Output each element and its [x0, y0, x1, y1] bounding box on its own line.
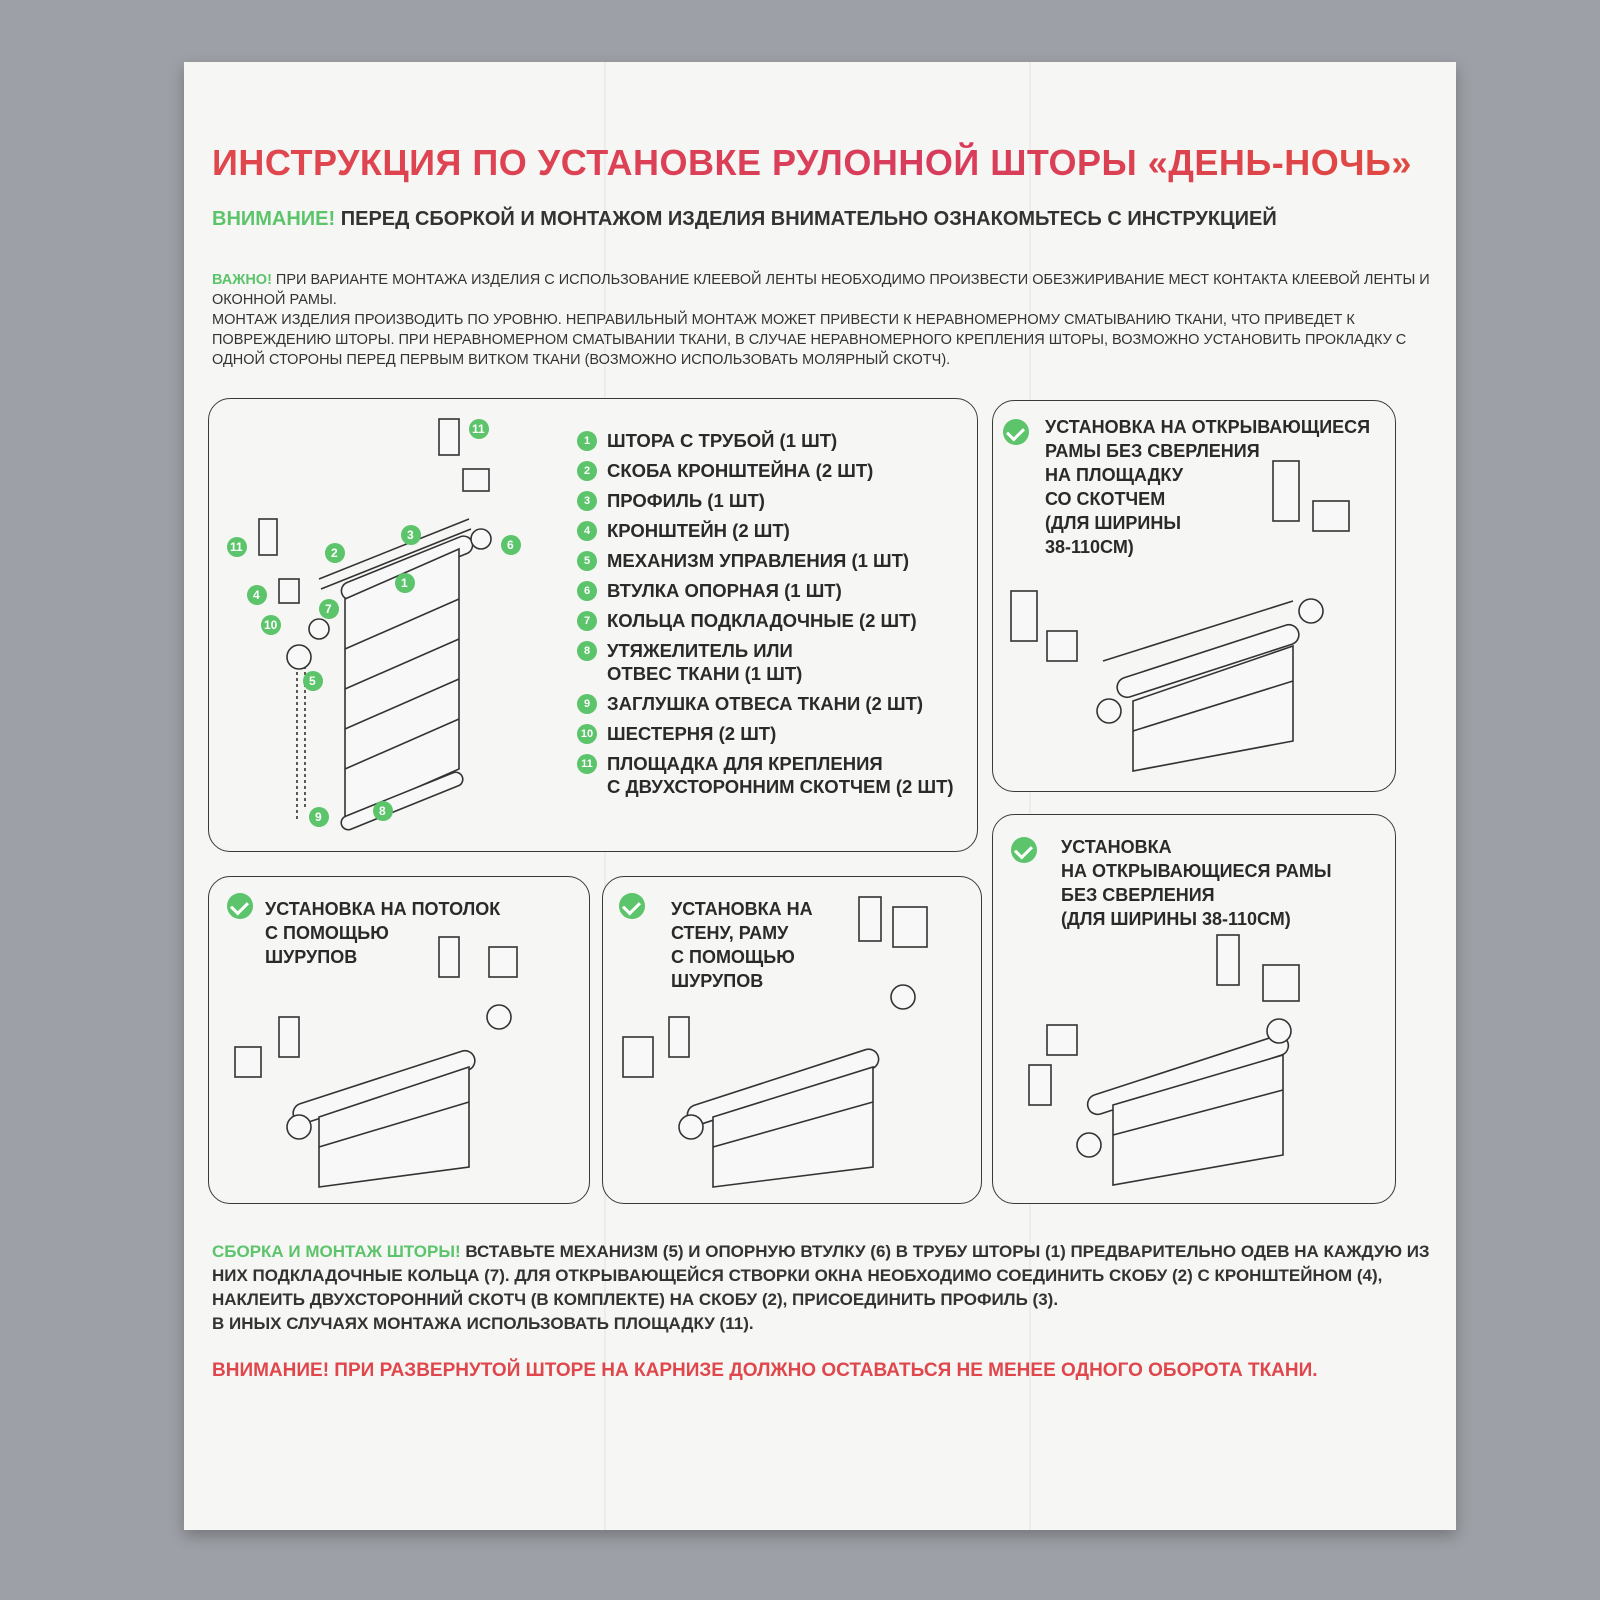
svg-text:6: 6 — [507, 538, 514, 552]
important-note — [212, 270, 1442, 370]
important-line2: МОНТАЖ ИЗДЕЛИЯ ПРОИЗВОДИТЬ ПО УРОВНЮ. НЕПРАВИЛЬНЫЙ МОНТАЖ МОЖЕТ ПРИВЕСТИ К НЕРАВНОМЕРНОМУ СМАТЫВАНИЮ ТКАНИ, ЧТО ПРИВЕДЕТ К ПОВРЕЖДЕНИЮ ШТОРЫ. ПРИ НЕРАВНОМЕРНОМ СМАТЫВАНИИ ТКАНИ, В СЛУЧАЕ НЕРАВНОМЕРНОГО КРЕПЛЕНИЯ ШТОРЫ, ВОЗМОЖНО УСТАНОВИТЬ ПРОКЛАДКУ С ОДНОЙ СТОРОНЫ ПЕРЕД ПЕРВЫМ ВИТКОМ ТКАНИ (ВОЗМОЖНО ИСПОЛЬЗОВАТЬ МОЛЯРНЫЙ СКОТЧ). — [212, 312, 1407, 368]
svg-text:4: 4 — [253, 588, 260, 602]
install-ceiling-title: УСТАНОВКА НА ПОТОЛОК С ПОМОЩЬЮ ШУРУПОВ — [265, 899, 501, 967]
list-item: 1 ШТОРА С ТРУБОЙ (1 ШТ) — [577, 429, 954, 452]
svg-text:3: 3 — [407, 528, 414, 542]
assembly-text: ВСТАВЬТЕ МЕХАНИЗМ (5) И ОПОРНУЮ ВТУЛКУ (6) В ТРУБУ ШТОРЫ (1) ПРЕДВАРИТЕЛЬНО ОДЕВ НА КАЖДУЮ ИЗ НИХ ПОДКЛАДОЧНЫЕ КОЛЬЦА (7). ДЛЯ ОТКРЫВАЮЩЕЙСЯ СТВОРКИ ОКНА НЕОБХОДИМО СОЕДИНИТЬ СКОБУ (2) С КРОНШТЕЙНОМ (4), НАКЛЕИТЬ ДВУХСТОРОННИЙ СКОТЧ (В КОМПЛЕКТЕ) НА СКОБУ (2), ПРИСОЕДИНИТЬ ПРОФИЛЬ (3). — [212, 1242, 1430, 1309]
install-opening-panel — [992, 814, 1396, 1204]
list-item: 6 ВТУЛКА ОПОРНАЯ (1 ШТ) — [577, 579, 954, 602]
install-diagram — [603, 877, 981, 1203]
parts-exploded-diagram — [209, 399, 539, 851]
assembly-instructions — [212, 1240, 1442, 1336]
list-item: 11 ПЛОЩАДКА ДЛЯ КРЕПЛЕНИЯ С ДВУХСТОРОННИМ СКОТЧЕМ (2 ШТ) — [577, 752, 954, 798]
install-diagram — [993, 815, 1395, 1203]
important-label: ВАЖНО! — [212, 272, 272, 288]
list-item: 8 УТЯЖЕЛИТЕЛЬ ИЛИ ОТВЕС ТКАНИ (1 ШТ) — [577, 639, 954, 685]
instruction-sheet — [184, 62, 1456, 1530]
install-opening-tape-panel — [992, 400, 1396, 792]
svg-text:1: 1 — [401, 576, 408, 590]
top-warning-text: ПЕРЕД СБОРКОЙ И МОНТАЖОМ ИЗДЕЛИЯ ВНИМАТЕЛЬНО ОЗНАКОМЬТЕСЬ С ИНСТРУКЦИЕЙ — [335, 208, 1277, 230]
install-opening-title: УСТАНОВКА НА ОТКРЫВАЮЩИЕСЯ РАМЫ БЕЗ СВЕРЛЕНИЯ (ДЛЯ ШИРИНЫ 38-110СМ) — [1061, 837, 1332, 929]
svg-text:9: 9 — [315, 810, 322, 824]
top-warning-label: ВНИМАНИЕ! — [212, 208, 336, 230]
svg-text:10: 10 — [264, 618, 278, 632]
parts-panel — [208, 398, 978, 852]
top-warning — [212, 208, 1277, 231]
final-warning: ВНИМАНИЕ! ПРИ РАЗВЕРНУТОЙ ШТОРЕ НА КАРНИЗЕ ДОЛЖНО ОСТАВАТЬСЯ НЕ МЕНЕЕ ОДНОГО ОБОРОТА ТКАНИ. — [212, 1360, 1318, 1381]
parts-list — [577, 429, 954, 805]
list-item: 10 ШЕСТЕРНЯ (2 ШТ) — [577, 722, 954, 745]
list-item: 9 ЗАГЛУШКА ОТВЕСА ТКАНИ (2 ШТ) — [577, 692, 954, 715]
install-wall-title: УСТАНОВКА НА СТЕНУ, РАМУ С ПОМОЩЬЮ ШУРУПОВ — [671, 899, 813, 991]
svg-text:11: 11 — [472, 422, 485, 436]
assembly-label: СБОРКА И МОНТАЖ ШТОРЫ! — [212, 1242, 461, 1261]
svg-text:5: 5 — [309, 674, 316, 688]
install-ceiling-panel — [208, 876, 590, 1204]
install-diagram — [209, 877, 589, 1203]
install-opening-tape-title: УСТАНОВКА НА ОТКРЫВАЮЩИЕСЯ РАМЫ БЕЗ СВЕРЛЕНИЯ НА ПЛОЩАДКУ СО СКОТЧЕМ (ДЛЯ ШИРИНЫ 38-110СМ) — [1045, 417, 1371, 557]
list-item: 4 КРОНШТЕЙН (2 ШТ) — [577, 519, 954, 542]
svg-text:2: 2 — [331, 546, 338, 560]
assembly-text2: В ИНЫХ СЛУЧАЯХ МОНТАЖА ИСПОЛЬЗОВАТЬ ПЛОЩАДКУ (11). — [212, 1314, 754, 1333]
install-wall-panel — [602, 876, 982, 1204]
install-diagram — [993, 401, 1395, 791]
svg-text:7: 7 — [325, 602, 332, 616]
list-item: 2 СКОБА КРОНШТЕЙНА (2 ШТ) — [577, 459, 954, 482]
list-item: 5 МЕХАНИЗМ УПРАВЛЕНИЯ (1 ШТ) — [577, 549, 954, 572]
svg-text:11: 11 — [230, 540, 243, 554]
page-title: ИНСТРУКЦИЯ ПО УСТАНОВКЕ РУЛОННОЙ ШТОРЫ «ДЕНЬ-НОЧЬ» — [212, 142, 1432, 184]
important-line1: ПРИ ВАРИАНТЕ МОНТАЖА ИЗДЕЛИЯ С ИСПОЛЬЗОВАНИЕ КЛЕЕВОЙ ЛЕНТЫ НЕОБХОДИМО ПРОИЗВЕСТИ ОБЕЗЖИРИВАНИЕ МЕСТ КОНТАКТА КЛЕЕВОЙ ЛЕНТЫ И ОКОННОЙ РАМЫ. — [212, 272, 1430, 308]
list-item: 3 ПРОФИЛЬ (1 ШТ) — [577, 489, 954, 512]
svg-text:8: 8 — [379, 804, 386, 818]
list-item: 7 КОЛЬЦА ПОДКЛАДОЧНЫЕ (2 ШТ) — [577, 609, 954, 632]
